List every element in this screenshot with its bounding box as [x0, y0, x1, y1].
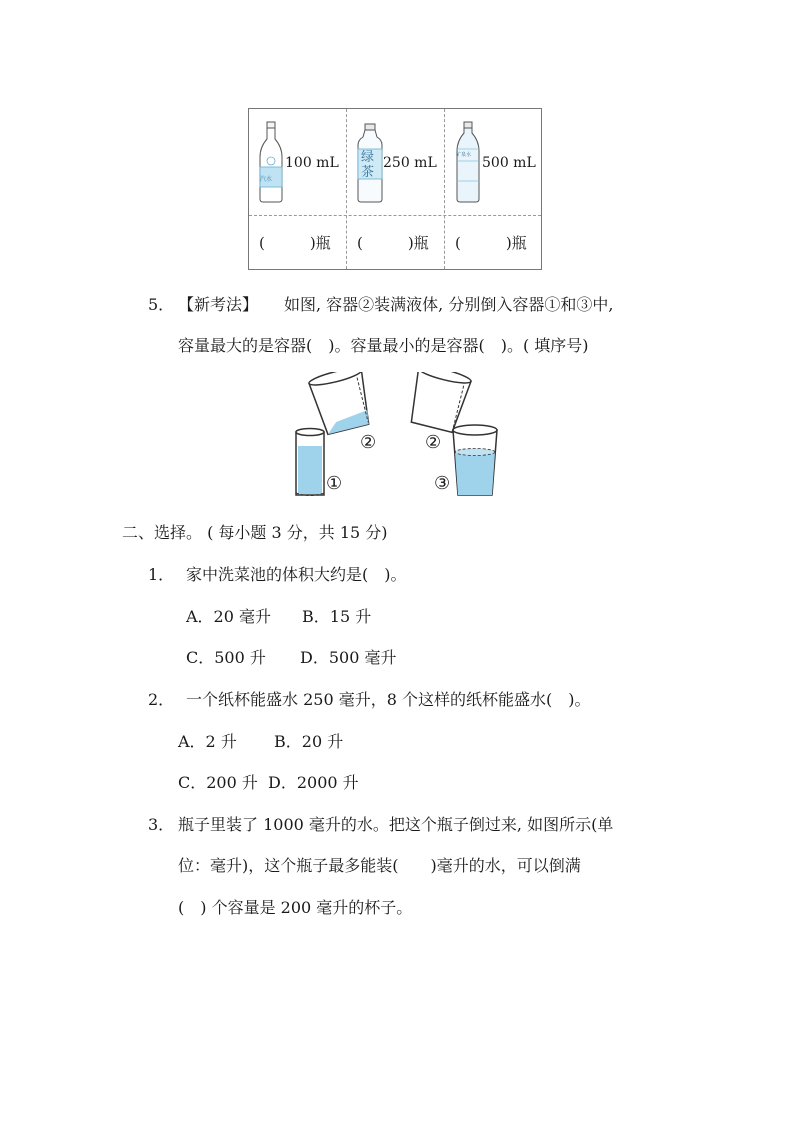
option-c[interactable]: C．200 升: [178, 773, 258, 792]
option-d[interactable]: D．500 毫升: [300, 648, 397, 667]
container-label: ②: [360, 432, 377, 453]
question-number: 2．: [148, 690, 175, 709]
option-c[interactable]: C．500 升: [186, 648, 266, 667]
section-heading: 二、选择。 ( 每小题 3 分，共 15 分): [122, 523, 388, 542]
container-label: ③: [434, 473, 451, 494]
question-text: ( ) 个容量是 200 毫升的杯子。: [178, 898, 413, 917]
answer-blank[interactable]: ( )瓶: [357, 234, 429, 252]
container-label: ②: [425, 432, 442, 453]
question-text: 一个纸杯能盛水 250 毫升，8 个这样的纸杯能盛水( )。: [186, 690, 591, 709]
table-divider: [444, 109, 445, 269]
answer-blank[interactable]: ( )瓶: [455, 234, 527, 252]
question-text: 如图, 容器②装满液体, 分别倒入容器①和③中,: [284, 295, 614, 314]
table-divider: [249, 215, 541, 216]
question-tag: 【新考法】: [178, 295, 259, 314]
bottle-label: 绿茶: [361, 150, 375, 180]
question-text: 容量最大的是容器( )。容量最小的是容器( )。( 填序号): [178, 336, 589, 355]
question-text: 位：毫升)，这个瓶子最多能装( )毫升的水，可以倒满: [178, 856, 581, 875]
question-text: 家中洗菜池的体积大约是( )。: [186, 565, 407, 584]
water-bottle-icon: [453, 121, 483, 203]
bottle-label: 汽水: [260, 176, 273, 183]
capacity-label: 100 mL: [285, 155, 339, 171]
question-number: 3．: [148, 815, 175, 834]
question-number: 5．: [148, 295, 175, 314]
question-text: 瓶子里装了 1000 毫升的水。把这个瓶子倒过来, 如图所示(单: [178, 815, 614, 834]
cups-figure: [290, 372, 510, 502]
option-a[interactable]: A．20 毫升: [186, 607, 272, 626]
option-a[interactable]: A．2 升: [178, 732, 237, 751]
bottle-label: 矿泉水: [456, 152, 472, 158]
bottle-table: [248, 108, 542, 270]
option-b[interactable]: B．20 升: [274, 732, 344, 751]
milk-bottle-icon: [257, 121, 285, 203]
container-label: ①: [326, 473, 343, 494]
answer-blank[interactable]: ( )瓶: [259, 234, 331, 252]
capacity-label: 500 mL: [482, 155, 536, 171]
capacity-label: 250 mL: [383, 155, 437, 171]
option-d[interactable]: D．2000 升: [268, 773, 359, 792]
option-b[interactable]: B．15 升: [302, 607, 372, 626]
table-divider: [346, 109, 347, 269]
question-number: 1．: [148, 565, 175, 584]
